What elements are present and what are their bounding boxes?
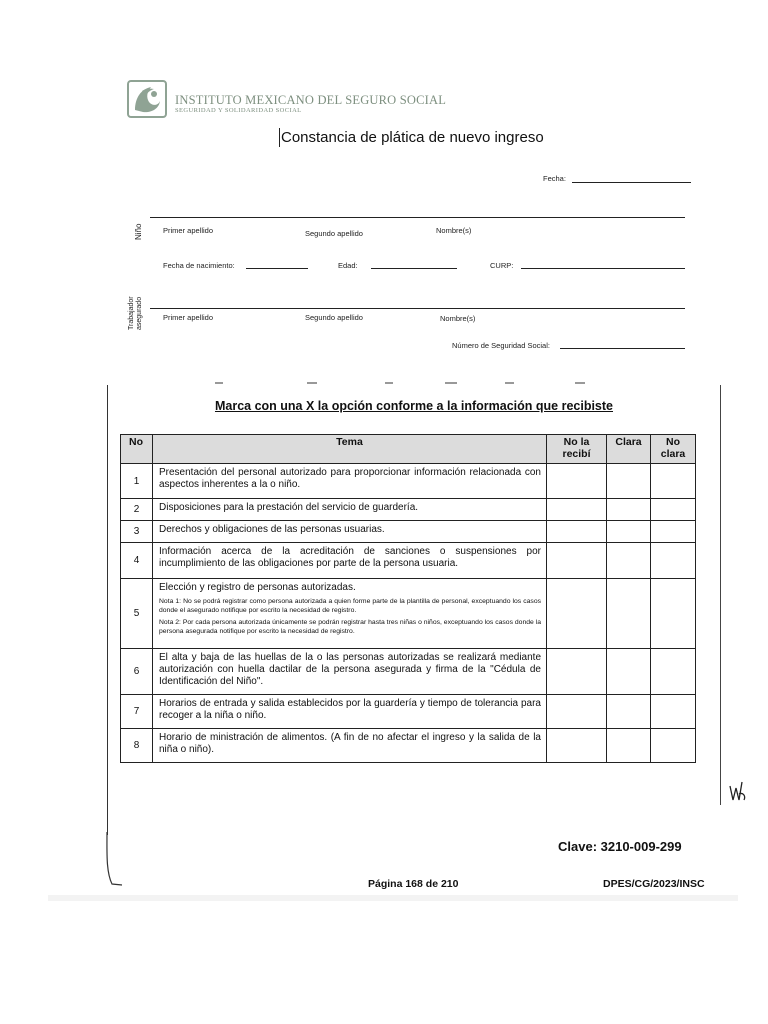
- row-topic: Presentación del personal autorizado para proporcionar información relacionada con aspectos inherentes a la o niño.: [153, 464, 547, 499]
- nino-segundo-apellido-label: Segundo apellido: [305, 229, 363, 238]
- trabajador-section-label: Trabajador asegurado: [128, 296, 143, 330]
- row-topic: Derechos y obligaciones de las personas usuarias.: [153, 521, 547, 543]
- checkbox-no-clara[interactable]: [651, 543, 696, 579]
- row-topic: Disposiciones para la prestación del servicio de guardería.: [153, 499, 547, 521]
- table-row: [121, 579, 696, 649]
- scan-artifact: [215, 382, 605, 386]
- header-no: No: [121, 435, 153, 464]
- header-no-clara: No clara: [651, 435, 696, 464]
- trabajador-segundo-apellido-label: Segundo apellido: [305, 313, 363, 322]
- checkbox-no-la-recibi[interactable]: [547, 543, 607, 579]
- checkbox-no-la-recibi[interactable]: [547, 649, 607, 695]
- checkbox-no-la-recibi[interactable]: [547, 521, 607, 543]
- text-caret: [279, 128, 280, 147]
- checkbox-no-la-recibi[interactable]: [547, 695, 607, 729]
- table-row: [121, 499, 696, 521]
- edad-field[interactable]: [371, 268, 457, 269]
- table-header-row: [121, 435, 696, 464]
- row-topic-text: Elección y registro de personas autorizadas.: [159, 582, 356, 593]
- curp-label: CURP:: [490, 261, 514, 270]
- checkbox-no-clara[interactable]: [651, 695, 696, 729]
- row-number: 4: [121, 543, 153, 579]
- checkbox-no-clara[interactable]: [651, 464, 696, 499]
- checkbox-clara[interactable]: [607, 521, 651, 543]
- checkbox-clara[interactable]: [607, 579, 651, 649]
- checkbox-no-la-recibi[interactable]: [547, 499, 607, 521]
- row-number: 8: [121, 729, 153, 763]
- checkbox-clara[interactable]: [607, 695, 651, 729]
- row-number: 5: [121, 579, 153, 649]
- row-number: 6: [121, 649, 153, 695]
- imss-eagle-logo-icon: [127, 80, 167, 118]
- nino-primer-apellido-label: Primer apellido: [163, 226, 214, 235]
- checkbox-no-clara[interactable]: [651, 499, 696, 521]
- row-note-1: Nota 1: No se podrá registrar como persona autorizada a quien forme parte de la plantilla de personal, exceptuando los casos donde el asegurado notifique por escrito la necesidad de registro.: [159, 598, 541, 614]
- nss-field[interactable]: [560, 348, 685, 349]
- row-number: 7: [121, 695, 153, 729]
- checkbox-clara[interactable]: [607, 729, 651, 763]
- header-clara: Clara: [607, 435, 651, 464]
- row-note-2: Nota 2: Por cada persona autorizada únicamente se podrán registrar hasta tres niñas o niños, exceptuando los casos donde la persona asegurada notifique por escrito la necesidad de registro.: [159, 619, 541, 635]
- table-row: [121, 649, 696, 695]
- topics-table: [120, 434, 695, 763]
- scan-border-left: [107, 385, 108, 835]
- nino-name-field[interactable]: [150, 217, 685, 218]
- nss-label: Número de Seguridad Social:: [452, 341, 550, 350]
- instruction-text: Marca con una X la opción conforme a la información que recibiste: [214, 399, 613, 413]
- checkbox-clara[interactable]: [607, 499, 651, 521]
- checkbox-clara[interactable]: [607, 464, 651, 499]
- row-number: 1: [121, 464, 153, 499]
- checkbox-no-clara[interactable]: [651, 521, 696, 543]
- document-code: DPES/CG/2023/INSC: [603, 878, 705, 890]
- checkbox-no-clara[interactable]: [651, 579, 696, 649]
- checkbox-clara[interactable]: [607, 649, 651, 695]
- row-number: 3: [121, 521, 153, 543]
- table-row: [121, 543, 696, 579]
- row-topic: [153, 579, 547, 649]
- initials-signature: [727, 778, 749, 804]
- row-number: 2: [121, 499, 153, 521]
- fecha-nacimiento-field[interactable]: [246, 268, 308, 269]
- table-row: [121, 521, 696, 543]
- row-topic: Horario de ministración de alimentos. (A fin de no afectar el ingreso y la salida de la niña o niño).: [153, 729, 547, 763]
- nino-section-label: Niño: [134, 223, 143, 240]
- institution-tagline: SEGURIDAD Y SOLIDARIDAD SOCIAL: [175, 107, 302, 114]
- trabajador-primer-apellido-label: Primer apellido: [163, 313, 214, 322]
- row-topic: Horarios de entrada y salida establecidos por la guardería y tiempo de tolerancia para recoger a la niña o niño.: [153, 695, 547, 729]
- fecha-nacimiento-label: Fecha de nacimiento:: [163, 261, 235, 270]
- edad-label: Edad:: [338, 261, 358, 270]
- fecha-field[interactable]: [572, 182, 691, 183]
- document-title: Constancia de plática de nuevo ingreso: [281, 129, 544, 146]
- institution-name: INSTITUTO MEXICANO DEL SEGURO SOCIAL: [175, 93, 447, 107]
- trabajador-nombres-label: Nombre(s): [440, 314, 476, 323]
- row-topic: El alta y baja de las huellas de la o las personas autorizadas se realizará mediante autorización con huella dactilar de la persona asegurada y firma de la "Cédula de Identificación del Niño".: [153, 649, 547, 695]
- header-tema: Tema: [153, 435, 547, 464]
- table-row: [121, 695, 696, 729]
- table-row: [121, 729, 696, 763]
- header-no-la-recibi: No la recibí: [547, 435, 607, 464]
- checkbox-no-la-recibi[interactable]: [547, 464, 607, 499]
- trabajador-name-field[interactable]: [150, 308, 685, 309]
- checkbox-no-clara[interactable]: [651, 729, 696, 763]
- document-key: Clave: 3210-009-299: [558, 839, 682, 854]
- scan-border-right: [720, 385, 721, 805]
- table-row: [121, 464, 696, 499]
- page-number: Página 168 de 210: [368, 878, 459, 890]
- checkbox-no-la-recibi[interactable]: [547, 579, 607, 649]
- nino-nombres-label: Nombre(s): [436, 226, 472, 235]
- checkbox-clara[interactable]: [607, 543, 651, 579]
- fecha-label: Fecha:: [543, 174, 566, 183]
- checkbox-no-la-recibi[interactable]: [547, 729, 607, 763]
- curp-field[interactable]: [521, 268, 685, 269]
- scan-edge: [48, 895, 738, 901]
- scan-border-curve: [104, 832, 124, 887]
- row-topic: Información acerca de la acreditación de sanciones o suspensiones por incumplimiento de las obligaciones por parte de la persona usuaria.: [153, 543, 547, 579]
- checkbox-no-clara[interactable]: [651, 649, 696, 695]
